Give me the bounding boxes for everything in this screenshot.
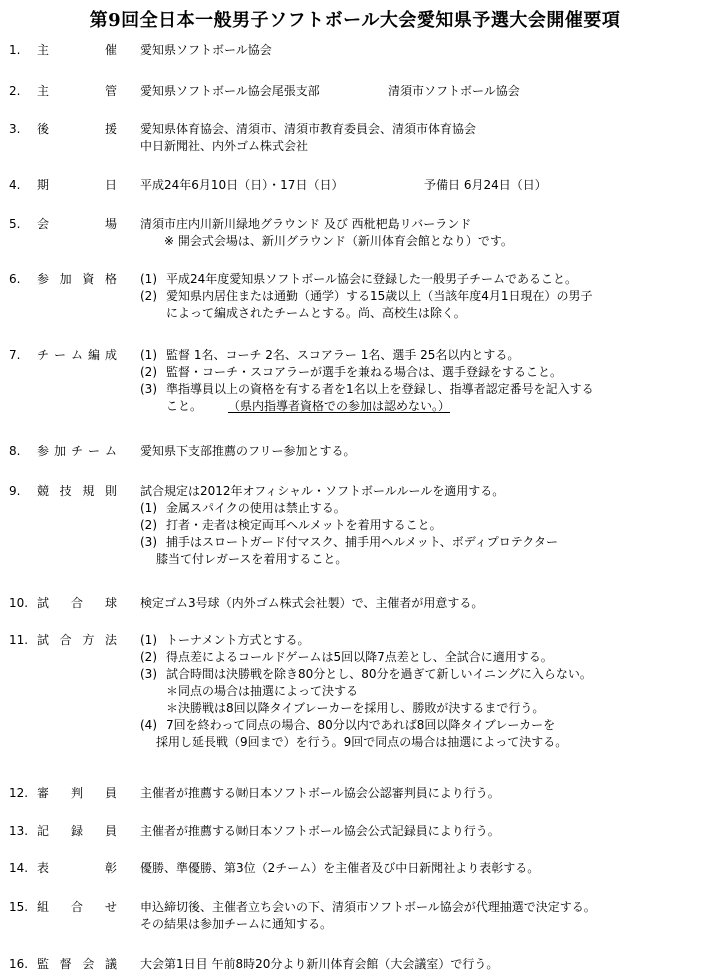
- body-text: 中日新聞社、内外ゴム株式会社: [140, 139, 309, 153]
- body-text: 平成24年度愛知県ソフトボール協会に登録した一般男子チームであること。: [166, 272, 578, 286]
- section-number: 12.: [9, 786, 29, 800]
- section-number: 6.: [9, 272, 21, 286]
- item-marker: (4): [140, 718, 157, 732]
- section-number: 4.: [9, 178, 21, 192]
- item-marker: (2): [140, 289, 157, 303]
- item-marker: (3): [140, 667, 157, 681]
- body-text: 申込締切後、主催者立ち会いの下、清須市ソフトボール協会が代理抽選で決定する。: [140, 900, 596, 914]
- section-label: 監 督 会 議: [37, 957, 117, 971]
- section-number: 1.: [9, 43, 21, 57]
- section-number: 10.: [9, 596, 29, 610]
- section-label: 期 日: [37, 178, 117, 192]
- item-marker: (3): [140, 382, 157, 396]
- body-text: 愛知県体育協会、清須市、清須市教育委員会、清須市体育協会: [140, 122, 477, 136]
- body-text: 愛知県ソフトボール協会: [140, 43, 272, 57]
- body-text: によって編成されたチームとする。尚、高校生は除く。: [166, 306, 466, 320]
- item-marker: (2): [140, 365, 157, 379]
- item-marker: (1): [140, 348, 157, 362]
- body-text: 捕手はスロートガード付マスク、捕手用ヘルメット、ボディプロテクター: [166, 535, 559, 549]
- body-text: その結果は参加チームに通知する。: [140, 917, 333, 931]
- section-number: 9.: [9, 484, 21, 498]
- body-text: 平成24年6月10日（日）・17日（日）: [140, 178, 344, 192]
- section-label: 試 合 球: [37, 596, 117, 610]
- section-label: チ ー ム 編 成: [37, 348, 117, 362]
- section-number: 7.: [9, 348, 21, 362]
- section-number: 5.: [9, 217, 21, 231]
- body-text: 監督・コーチ・スコアラーが選手を兼ねる場合は、選手登録をすること。: [166, 365, 563, 379]
- section-number: 16.: [9, 957, 29, 971]
- section-label: 参 加 資 格: [37, 272, 117, 286]
- section-number: 3.: [9, 122, 21, 136]
- body-text: 主催者が推薦する㈶日本ソフトボール協会公認審判員により行う。: [140, 786, 500, 800]
- item-marker: (3): [140, 535, 157, 549]
- document-title: 第9回全日本一般男子ソフトボール大会愛知県予選大会開催要項: [89, 10, 621, 31]
- section-label: 試 合 方 法: [37, 633, 117, 647]
- body-text: 愛知県下支部推薦のフリー参加とする。: [140, 444, 356, 458]
- section-label: 組 合 せ: [37, 900, 117, 914]
- body-text: 試合時間は決勝戦を除き80分とし、80分を過ぎて新しいイニングに入らない。: [166, 667, 592, 681]
- body-extra-text: 予備日 6月24日（日）: [424, 178, 547, 192]
- body-text: 検定ゴム3号球（内外ゴム株式会社製）で、主催者が用意する。: [140, 596, 484, 610]
- section-label: 主 催: [37, 43, 117, 57]
- section-label: 審 判 員: [37, 786, 117, 800]
- body-text: 愛知県ソフトボール協会尾張支部: [140, 84, 320, 98]
- body-text: トーナメント方式とする。: [166, 633, 310, 647]
- body-text: 7回を終わって同点の場合、80分以内であれば8回以降タイブレーカーを: [166, 718, 556, 732]
- section-number: 2.: [9, 84, 21, 98]
- body-text: ＊決勝戦は8回以降タイブレーカーを採用し、勝敗が決するまで行う。: [166, 701, 545, 715]
- body-text: ※ 開会式会場は、新川グラウンド（新川体育会館となり）です。: [164, 234, 513, 248]
- body-text: 金属スパイクの使用は禁止する。: [166, 501, 346, 515]
- item-marker: (1): [140, 501, 157, 515]
- section-label: 競 技 規 則: [37, 484, 117, 498]
- item-marker: (2): [140, 518, 157, 532]
- section-number: 11.: [9, 633, 29, 647]
- body-text: 得点差によるコールドゲームは5回以降7点差とし、全試合に適用する。: [166, 650, 553, 664]
- body-text: ＊同点の場合は抽選によって決する: [166, 684, 359, 698]
- section-label: 主 管: [37, 84, 117, 98]
- body-text: 優勝、準優勝、第3位（2チーム）を主催者及び中日新聞社より表彰する。: [140, 861, 540, 875]
- section-number: 8.: [9, 444, 21, 458]
- body-text: 打者・走者は検定両耳ヘルメットを着用すること。: [166, 518, 442, 532]
- body-text: 監督 1名、コーチ 2名、スコアラー 1名、選手 25名以内とする。: [166, 348, 520, 362]
- body-extra-text: 清須市ソフトボール協会: [388, 84, 520, 98]
- section-number: 15.: [9, 900, 29, 914]
- section-label: 後 援: [37, 122, 117, 136]
- body-text: 準指導員以上の資格を有する者を1名以上を登録し、指導者認定番号を記入する: [166, 382, 594, 396]
- section-label: 表 彰: [37, 861, 117, 875]
- body-text: 清須市庄内川新川緑地グラウンド 及び 西枇杷島リバーランド: [140, 217, 472, 231]
- section-label: 会 場: [37, 217, 117, 231]
- section-number: 13.: [9, 824, 29, 838]
- body-extra-text: （県内指導者資格での参加は認めない。）: [228, 399, 451, 413]
- body-text: 膝当て付レガースを着用すること。: [156, 552, 348, 566]
- body-text: 採用し延長戦（9回まで）を行う。9回で同点の場合は抽選によって決する。: [156, 735, 568, 749]
- section-number: 14.: [9, 861, 29, 875]
- item-marker: (1): [140, 633, 157, 647]
- body-text: 主催者が推薦する㈶日本ソフトボール協会公式記録員により行う。: [140, 824, 500, 838]
- section-label: 記 録 員: [37, 824, 117, 838]
- item-marker: (1): [140, 272, 157, 286]
- body-text: 大会第1日目 午前8時20分より新川体育会館（大会議室）で行う。: [140, 957, 499, 971]
- body-text: こと。: [166, 399, 203, 413]
- section-label: 参 加 チ ー ム: [37, 444, 117, 458]
- body-text: 試合規定は2012年オフィシャル・ソフトボールルールを適用する。: [140, 484, 505, 498]
- item-marker: (2): [140, 650, 157, 664]
- body-text: 愛知県内居住または通勤（通学）する15歳以上（当該年度4月1日現在）の男子: [166, 289, 593, 303]
